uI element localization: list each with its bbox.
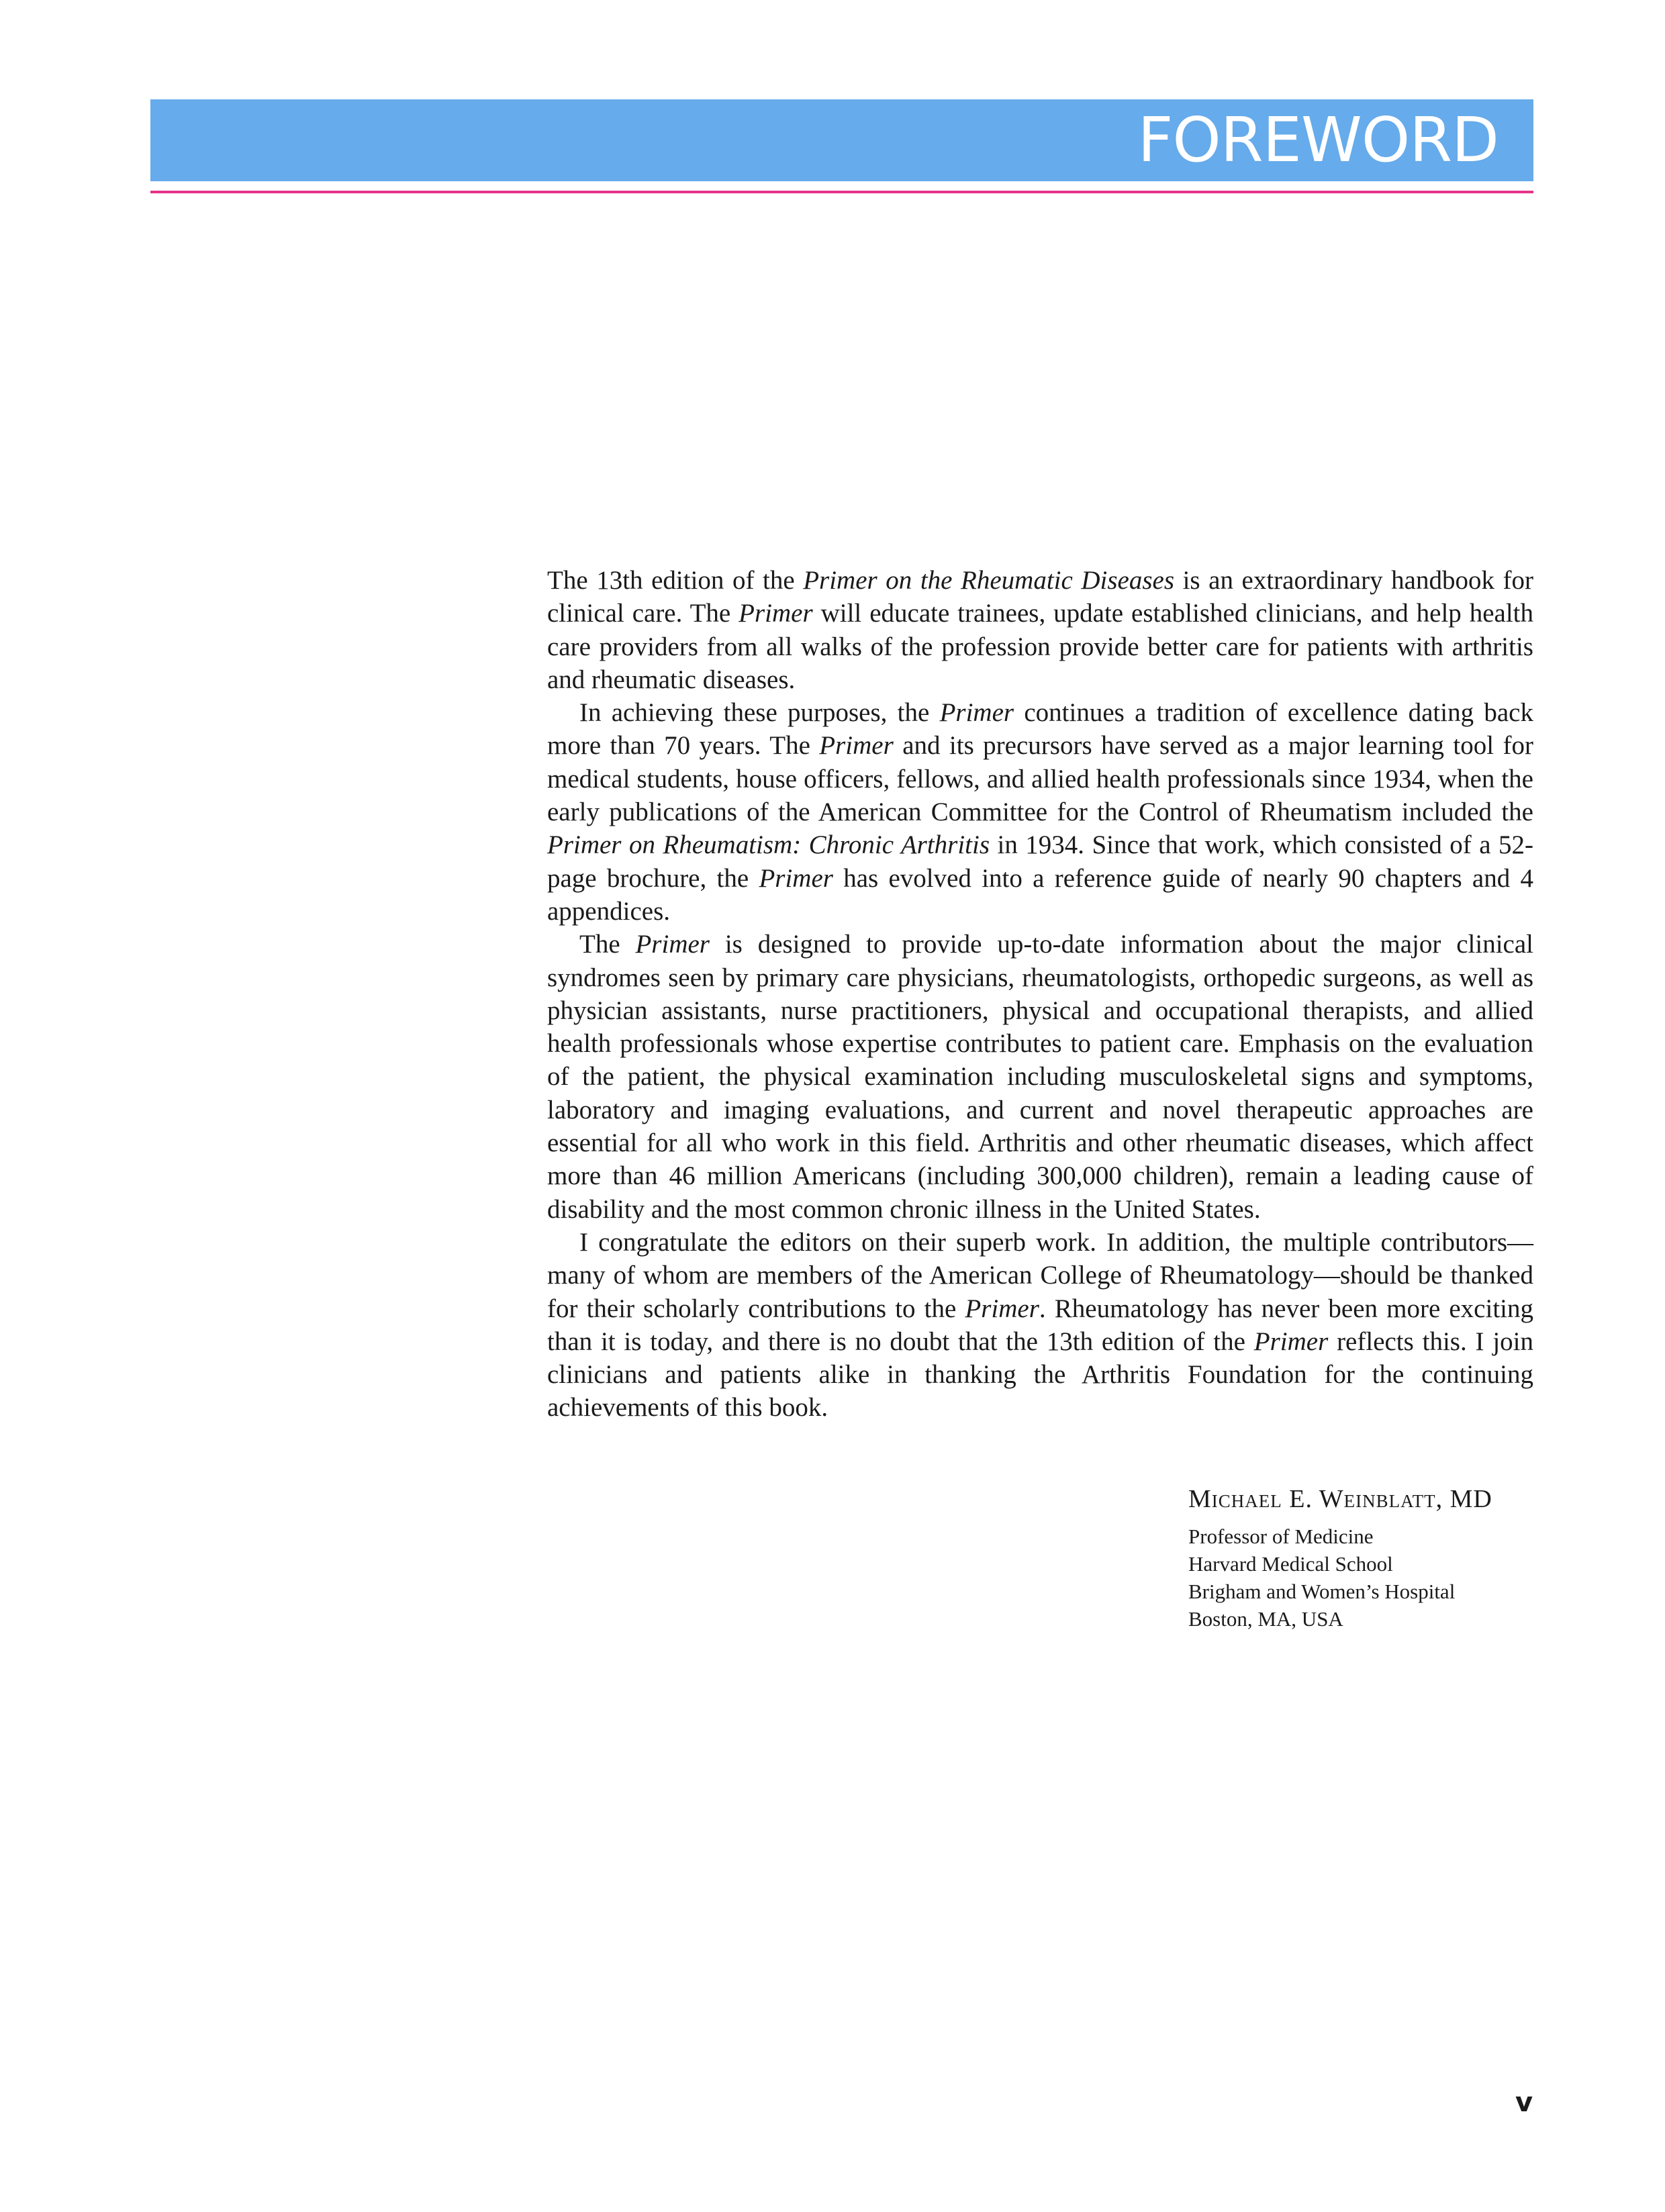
page-title: FOREWORD [1137,104,1498,176]
foreword-body [547,564,1533,1425]
text-run: I congratulate the editors on their superb work. In addition, the multiple contributors—many of whom are members of the American College of Rheumatology—should be thanked for their scholarly contributions to the [547,1227,1533,1323]
text-run: and its precursors have served as a major learning tool for medical students, house officers, fellows, and allied health professionals since 1934, when the early publications of the American Committee for the Control of Rheumatism included the [547,731,1533,827]
text-run: . Rheumatology has never been more exciting than it is today, and there is no doubt that the 13th edition of the [547,1294,1533,1356]
text-run: The [579,930,636,959]
paragraph-2 [547,696,1533,928]
book-title: Primer [739,599,813,628]
text-run: is designed to provide up-to-date information about the major clinical syndromes seen by primary care physicians, rheumatologists, orthopedic surgeons, as well as physician assistants, nurse practitioners, physical and occupational therapists, and allied health professionals whose expertise contributes to patient care. Emphasis on the evaluation of the patient, the physical examination including musculoskeletal signs and symptoms, laboratory and imaging evaluations, and current and novel therapeutic approaches are essential for all who work in this field. Arthritis and other rheumatic diseases, which affect more than 46 million Americans (including 300,000 children), remain a leading cause of disability and the most common chronic illness in the United States. [547,930,1533,1224]
author-name: Michael E. Weinblatt, MD [1188,1485,1492,1513]
book-title: Primer [819,731,894,761]
book-title: Primer on Rheumatism: Chronic Arthritis [547,830,990,860]
author-institution: Harvard Medical School [1188,1552,1393,1576]
paragraph-1 [547,564,1533,696]
book-title: Primer on the Rheumatic Diseases [803,566,1175,595]
author-location: Boston, MA, USA [1188,1607,1343,1631]
text-run: will educate trainees, update established clinicians, and help health care providers from all walks of the profession provide better care for patients with arthritis and rheumatic diseases. [547,599,1533,694]
text-run: continues a tradition of excellence dating back more than 70 years. The [547,698,1533,761]
book-title: Primer [965,1294,1039,1323]
text-run: has evolved into a reference guide of nearly 90 chapters and 4 appendices. [547,863,1533,926]
paragraph-4 [547,1226,1533,1425]
author-title: Professor of Medicine [1188,1525,1374,1548]
author-hospital: Brigham and Women’s Hospital [1188,1580,1456,1603]
text-run: is an extraordinary handbook for clinical care. The [547,566,1533,628]
text-run: reflects this. I join clinicians and patients alike in thanking the Arthritis Foundation for the continuing achievements of this book. [547,1327,1533,1423]
text-run: The 13th edition of the [547,566,804,595]
text-run: In achieving these purposes, the [579,698,940,728]
book-title: Primer [939,698,1014,728]
book-title: Primer [1253,1327,1329,1356]
book-title: Primer [635,930,710,959]
signature-block [1188,1482,1537,1633]
header-divider [150,191,1533,193]
book-title: Primer [759,863,833,893]
page-number: v [1515,2087,1533,2118]
paragraph-3 [547,928,1533,1226]
text-run: in 1934. Since that work, which consisted of a 52-page brochure, the [547,830,1533,893]
header-bar [150,99,1533,181]
